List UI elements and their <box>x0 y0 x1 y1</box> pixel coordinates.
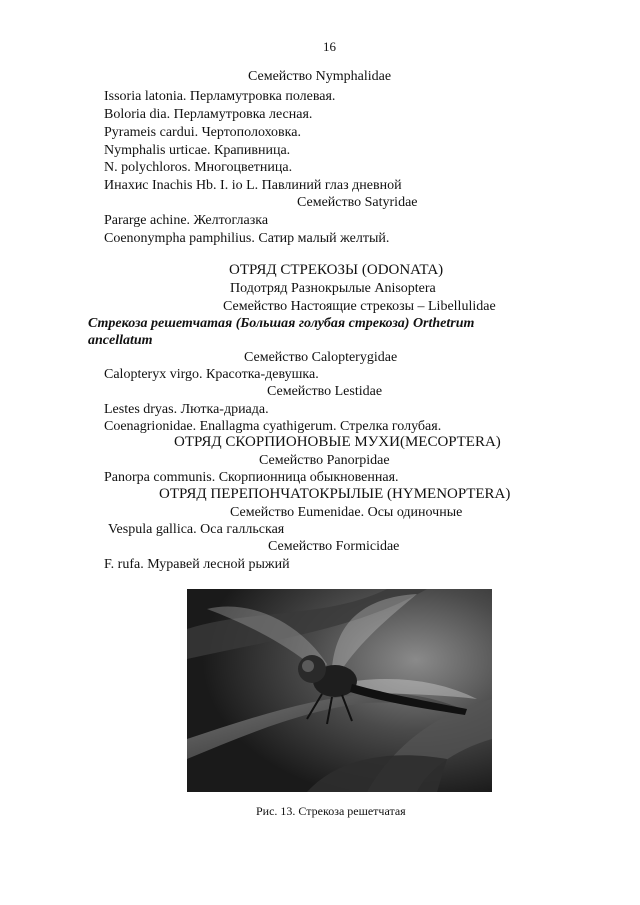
family-heading-nymphalidae: Семейство Nymphalidae <box>248 69 392 84</box>
list-item: N. polychloros. Многоцветница. <box>104 160 293 175</box>
list-item: Инахис Inachis Hb. I. io L. Павлиний глаз дневной <box>104 178 402 193</box>
order-heading-odonata: ОТРЯД СТРЕКОЗЫ (ODONATA) <box>229 262 444 278</box>
family-heading-lestidae: Семейство Lestidae <box>267 384 383 399</box>
order-heading-mecoptera: ОТРЯД СКОРПИОНОВЫЕ МУХИ(MECOPTERA) <box>174 434 501 450</box>
family-heading-panorpidae: Семейство Panorpidae <box>259 453 390 468</box>
list-item: Lestes dryas. Лютка-дриада. <box>104 402 269 417</box>
list-item: Vespula gallica. Оса галльская <box>108 522 285 537</box>
family-heading-satyridae: Семейство Satyridae <box>297 195 418 210</box>
list-item: Coenagrionidae. Enallagma cyathigerum. Стрелка голубая. <box>104 419 442 434</box>
family-heading-formicidae: Семейство Formicidae <box>268 539 400 554</box>
highlighted-species-line2: ancellatum <box>88 333 153 348</box>
list-item: Calopteryx virgo. Красотка-девушка. <box>104 367 319 382</box>
list-item: Coenonympha pamphilius. Сатир малый желтый. <box>104 231 390 246</box>
dragonfly-photo <box>187 589 492 792</box>
list-item: Pararge achine. Желтоглазка <box>104 213 269 228</box>
page-number: 16 <box>323 39 336 54</box>
figure-caption: Рис. 13. Стрекоза решетчатая <box>256 804 406 818</box>
list-item: Issoria latonia. Перламутровка полевая. <box>104 89 336 104</box>
family-heading-calopterygidae: Семейство Calopterygidae <box>244 350 398 365</box>
list-item: Boloria dia. Перламутровка лесная. <box>104 107 313 122</box>
suborder-heading-anisoptera: Подотряд Разнокрылые Anisoptera <box>230 281 436 296</box>
list-item: F. rufa. Муравей лесной рыжий <box>104 557 290 572</box>
family-heading-libellulidae: Семейство Настоящие стрекозы – Libellulidae <box>223 299 496 314</box>
family-heading-eumenidae: Семейство Eumenidae. Осы одиночные <box>230 505 463 520</box>
list-item: Panorpa communis. Скорпионница обыкновенная. <box>104 470 399 485</box>
list-item: Pyrameis cardui. Чертополоховка. <box>104 125 301 140</box>
list-item: Nymphalis urticae. Крапивница. <box>104 143 291 158</box>
highlighted-species-line1: Стрекоза решетчатая (Большая голубая стрекоза) Orthetrum <box>88 316 475 331</box>
dragonfly-illustration <box>187 589 492 792</box>
order-heading-hymenoptera: ОТРЯД ПЕРЕПОНЧАТОКРЫЛЫЕ (HYMENOPTERA) <box>159 486 511 502</box>
